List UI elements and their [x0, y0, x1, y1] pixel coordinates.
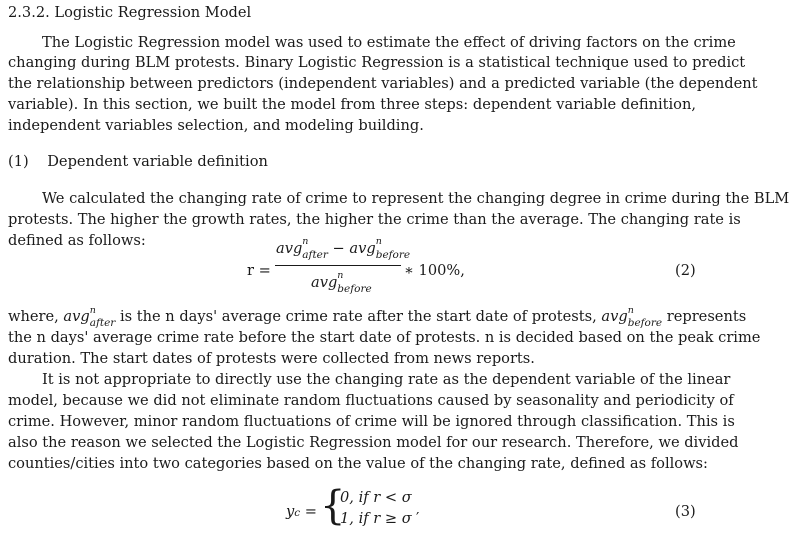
- paragraph-line: defined as follows:: [8, 232, 146, 249]
- paragraph-line: where, avg n $_{after}$ is the n days' average crime rate after the start date of protests, avg n $_{before}$ represents: [8, 305, 747, 329]
- equation-2-times: ∗ 100%,: [404, 262, 465, 279]
- paragraph-line: variable). In this section, we built the model from three steps: dependent variable definition,: [8, 96, 696, 113]
- paragraph-line: the n days' average crime rate before the start date of protests. n is decided based on the peak crime: [8, 329, 761, 346]
- section-heading: 2.3.2. Logistic Regression Model: [8, 4, 252, 21]
- equation-3-number: (3): [675, 503, 696, 520]
- paragraph-line: changing during BLM protests. Binary Logistic Regression is a statistical technique used to predict: [8, 54, 746, 71]
- equation-3-case-1: 0, if r < σ: [340, 489, 412, 506]
- subsection-label: (1) Dependent variable definition: [8, 153, 268, 170]
- equation-2-numerator: avg n $_{after}$ − avg n $_{before}$: [276, 236, 411, 261]
- equation-3-tail: ′: [416, 510, 420, 527]
- paragraph-line: model, because we did not eliminate random fluctuations caused by seasonality and periodicity of: [8, 392, 734, 409]
- left-brace: {: [320, 483, 346, 529]
- paragraph-line: counties/cities into two categories based on the value of the changing rate, defined as follows:: [8, 455, 708, 472]
- equation-2-number: (2): [675, 262, 696, 279]
- equation-3-lhs: yc =: [286, 503, 318, 520]
- equation-2-lhs: r =: [247, 262, 271, 279]
- equation-3-case-2: 1, if r ≥ σ: [340, 510, 412, 527]
- paragraph-line: protests. The higher the growth rates, the higher the crime than the average. The changing rate is: [8, 211, 741, 228]
- fraction-bar: [275, 265, 401, 266]
- paragraph-line: independent variables selection, and modeling building.: [8, 117, 424, 134]
- equation-2-denominator: avg n $_{before}$: [311, 270, 372, 295]
- paragraph-line: the relationship between predictors (independent variables) and a predicted variable (the dependent: [8, 75, 758, 92]
- paragraph-line: The Logistic Regression model was used to estimate the effect of driving factors on the crime: [42, 34, 736, 51]
- paragraph-line: duration. The start dates of protests were collected from news reports.: [8, 350, 535, 367]
- paragraph-line: We calculated the changing rate of crime to represent the changing degree in crime during the BLM: [42, 190, 789, 207]
- paragraph-line: It is not appropriate to directly use the changing rate as the dependent variable of the linear: [42, 371, 731, 388]
- paragraph-line: crime. However, minor random fluctuations of crime will be ignored through classification. This is: [8, 413, 735, 430]
- paragraph-line: also the reason we selected the Logistic Regression model for our research. Therefore, we divided: [8, 434, 739, 451]
